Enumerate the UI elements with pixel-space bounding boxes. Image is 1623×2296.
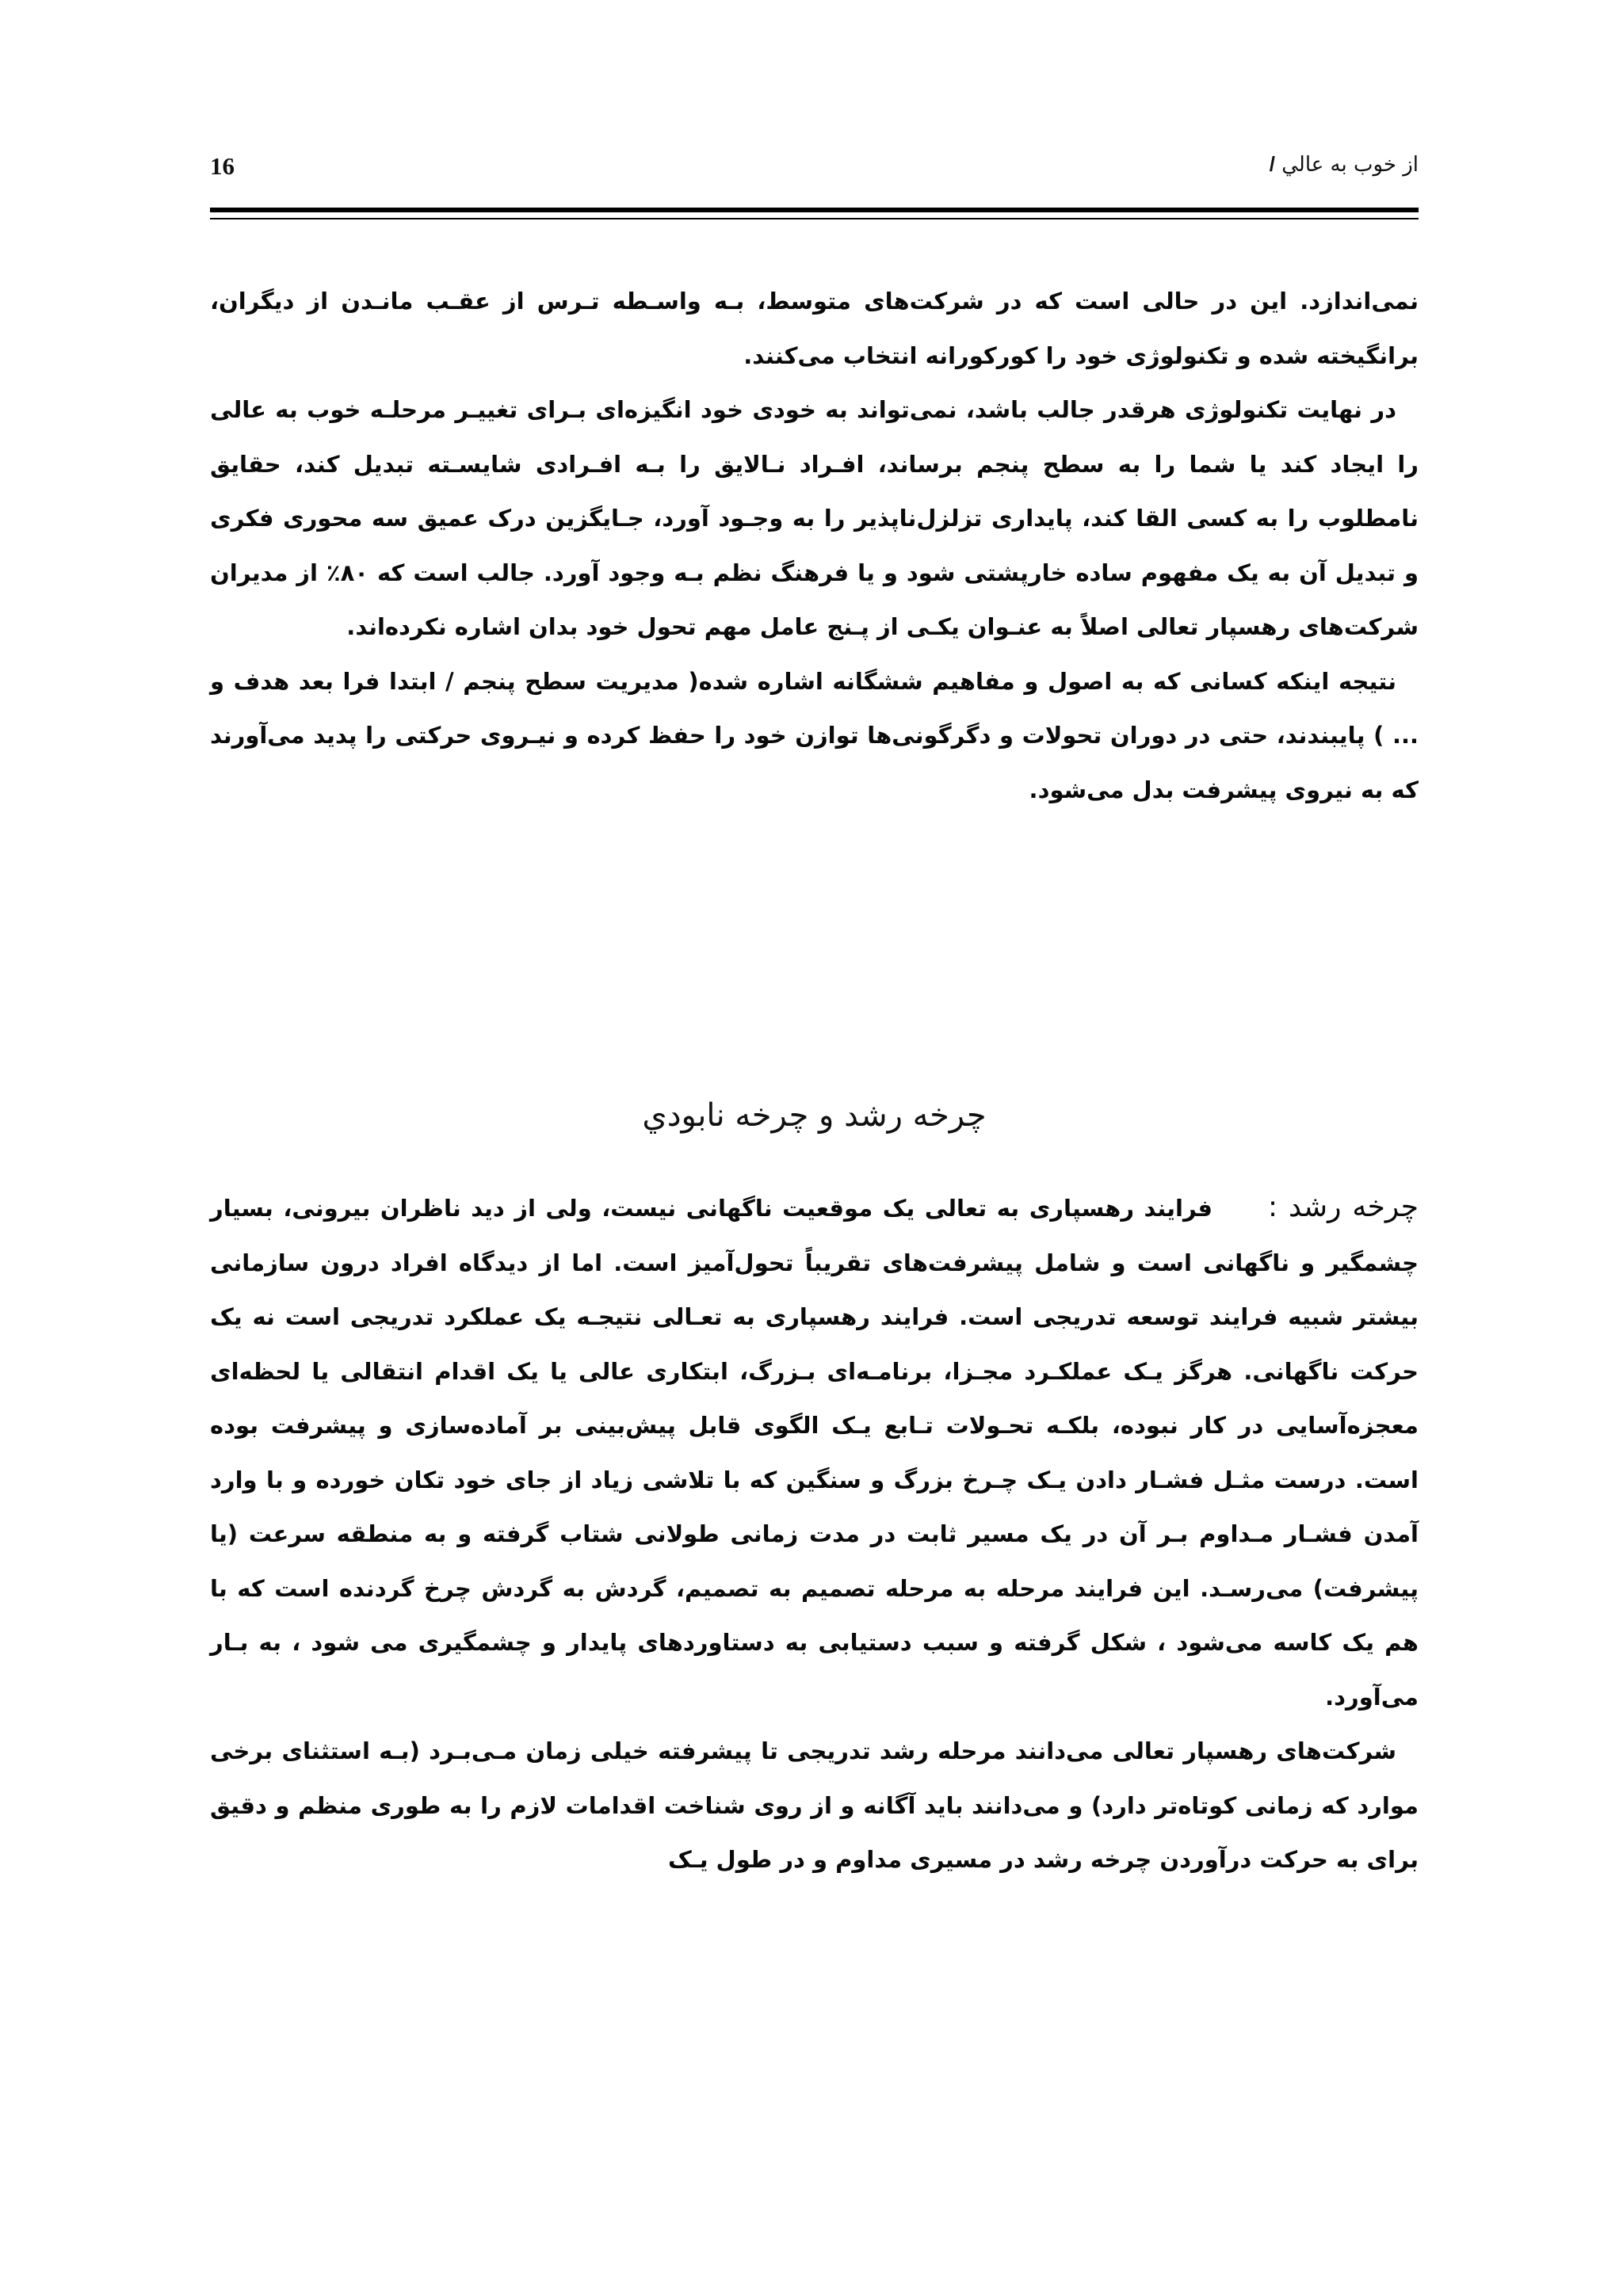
header-rule-thick	[210, 208, 1419, 212]
paragraph: در نهایت تکنولوژی هرقدر جالب باشد، نمی‌تواند به خودی خود انگیزه‌ای بـرای تغییـر مرحلـه خوب به عالی را ایجاد کند یا شما را به سطح پنجم برساند، افـراد نـالایق را بـه افـرادی شایسـته تبدیل کند، حقایق نامطلوب را به کسی القا کند، پایداری تزلزل‌ناپذیر را به وجـود آورد، جـایگزین درک عمیق سه محوری فکری و تبدیل آن به یک مفهوم ساده خارپشتی شود و یا فرهنگ نظم بـه وجود آورد. جالب است که ۸۰٪ از مدیران شرکت‌های رهسپار تعالی اصلاً به عنـوان یکـی از پـنج عامل مهم تحول خود بدان اشاره نکرده‌اند.	[210, 396, 1419, 640]
paragraph: نتیجه اینکه کسانی که به اصول و مفاهیم ششگانه اشاره شده( مدیریت سطح پنجم / ابتدا فرا بعد هدف و ... ) پایبندند، حتی در دوران تحولات و دگرگونی‌ها توازن خود را حفظ کرده و نیـروی حرکتی را پدید می‌آورند که به نیروی پیشرفت بدل می‌شود.	[210, 667, 1419, 803]
running-title	[1263, 152, 1419, 177]
paragraph: شرکت‌های رهسپار تعالی می‌دانند مرحله رشد تدریجی تا پیشرفته خیلی زمان مـی‌بـرد (بـه استثنای برخی موارد که زمانی کوتاه‌تر دارد) و می‌دانند باید آگانه و از روی شناخت اقدامات لازم را به طوری منظم و دقیق برای به حرکت درآوردن چرخه رشد در مسیری مداوم و در طول یـک	[210, 1737, 1419, 1873]
title-separator: /	[1269, 152, 1275, 176]
section-heading: چرخه رشد و چرخه نابودي	[642, 1097, 987, 1134]
body-text-block	[210, 274, 1419, 817]
page-number: 16	[210, 152, 235, 180]
page-header	[210, 151, 1419, 198]
paragraph: نمی‌اندازد. این در حالی است که در شرکت‌های متوسط، بـه واسـطه تـرس از عقـب مانـدن از دیگران، برانگیخته شده و تکنولوژی خود را کورکورانه انتخاب می‌کنند.	[210, 288, 1419, 369]
run-in-heading: چرخه رشد :	[1268, 1191, 1419, 1223]
paragraph-text: فرایند رهسپاری به تعالی یک موقعیت ناگهانی نیست، ولی از دید ناظران بیرونی، بسیار چشمگیر و ناگهانی است و شامل پیشرفت‌های تقریباً تحول‌آمیز است. اما از دیدگاه افراد درون سازمانی بیشتر شبیه فرایند توسعه تدریجی است. فرایند رهسپاری به تعـالی نتیجـه یک عملکرد تدریجی است نه یک حرکت ناگهانی. هرگز یـک عملکـرد مجـزا، برنامـه‌ای بـزرگ، ابتکاری عالی یا یک اقدام انتقالی یا لحظه‌ای معجزه‌آسایی در کار نبوده، بلکـه تحـولات تـابع یـک الگوی قابل پیش‌بینی بر آماده‌سازی و پیشرفت بوده است. درست مثـل فشـار دادن یـک چـرخ بزرگ و سنگین که با تلاشی زیاد از جای خود تکان خورده و با وارد آمدن فشـار مـداوم بـر آن در یک مسیر ثابت در مدت زمانی طولانی شتاب گرفته و به منطقه سرعت (یا پیشرفت) می‌رسـد. این فرایند مرحله به مرحله تصمیم به تصمیم، گردش به گردش چرخ گردنده است که با هم یک کاسه می‌شود ، شکل گرفته و سبب دستیابی به دستاوردهای پایدار و چشمگیری می شود ، به بـار می‌آورد.	[210, 1195, 1419, 1711]
header-rule-thin	[210, 218, 1419, 219]
book-title: از خوب به عالي	[1281, 153, 1419, 177]
paragraph	[210, 1180, 1419, 1724]
section-body	[210, 1180, 1419, 1887]
